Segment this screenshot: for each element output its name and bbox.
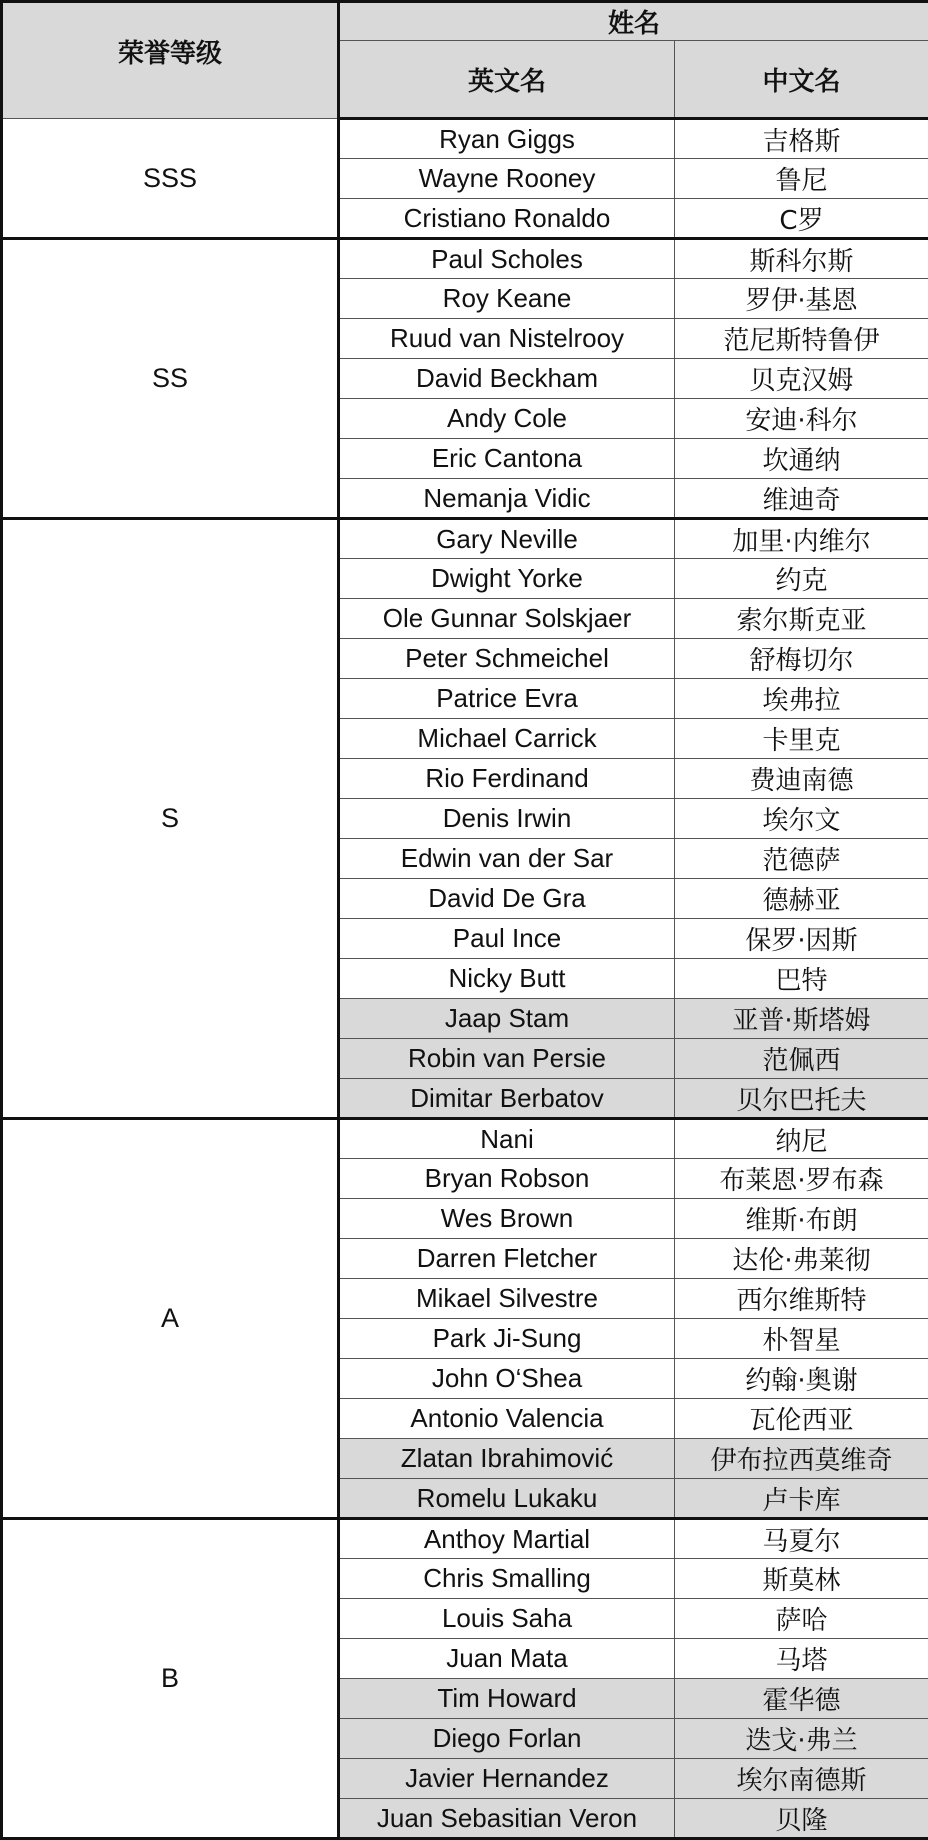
chinese-name-cell: 索尔斯克亚 (675, 599, 928, 639)
chinese-name-cell: 巴特 (675, 959, 928, 999)
chinese-name-cell: 约克 (675, 559, 928, 599)
chinese-name-cell: 亚普·斯塔姆 (675, 999, 928, 1039)
chinese-name-cell: 卡里克 (675, 719, 928, 759)
english-name-cell: Eric Cantona (339, 439, 675, 479)
english-name-cell: Diego Forlan (339, 1719, 675, 1759)
chinese-name-cell: 纳尼 (675, 1119, 928, 1159)
english-name-cell: David Beckham (339, 359, 675, 399)
chinese-name-cell: 费迪南德 (675, 759, 928, 799)
english-name-cell: Paul Scholes (339, 239, 675, 279)
english-name-cell: Romelu Lukaku (339, 1479, 675, 1519)
chinese-name-cell: 斯莫林 (675, 1559, 928, 1599)
english-name-cell: Bryan Robson (339, 1159, 675, 1199)
chinese-name-cell: 贝隆 (675, 1799, 928, 1839)
english-name-cell: Roy Keane (339, 279, 675, 319)
english-name-cell: Antonio Valencia (339, 1399, 675, 1439)
chinese-name-cell: 吉格斯 (675, 119, 928, 159)
chinese-name-cell: 范德萨 (675, 839, 928, 879)
chinese-name-cell: 维迪奇 (675, 479, 928, 519)
english-name-cell: Louis Saha (339, 1599, 675, 1639)
table-body (2, 119, 928, 1839)
chinese-name-cell: 萨哈 (675, 1599, 928, 1639)
chinese-name-cell: 迭戈·弗兰 (675, 1719, 928, 1759)
chinese-name-cell: 贝克汉姆 (675, 359, 928, 399)
chinese-name-cell: 约翰·奥谢 (675, 1359, 928, 1399)
chinese-name-cell: 埃尔文 (675, 799, 928, 839)
english-name-cell: Ruud van Nistelrooy (339, 319, 675, 359)
table-row (2, 1119, 928, 1159)
chinese-name-cell: 范尼斯特鲁伊 (675, 319, 928, 359)
english-name-column-header: 英文名 (339, 41, 675, 119)
tier-cell: B (2, 1519, 339, 1839)
chinese-name-cell: 布莱恩·罗布森 (675, 1159, 928, 1199)
name-group-header: 姓名 (339, 2, 928, 41)
chinese-name-cell: 伊布拉西莫维奇 (675, 1439, 928, 1479)
table-row (2, 119, 928, 159)
tier-cell: A (2, 1119, 339, 1519)
tier-cell: S (2, 519, 339, 1119)
tier-cell: SSS (2, 119, 339, 239)
table-row (2, 519, 928, 559)
chinese-name-column-header: 中文名 (675, 41, 928, 119)
english-name-cell: Nemanja Vidic (339, 479, 675, 519)
chinese-name-cell: 卢卡库 (675, 1479, 928, 1519)
english-name-cell: Robin van Persie (339, 1039, 675, 1079)
table-header (2, 2, 928, 119)
chinese-name-cell: 埃尔南德斯 (675, 1759, 928, 1799)
english-name-cell: Edwin van der Sar (339, 839, 675, 879)
english-name-cell: Tim Howard (339, 1679, 675, 1719)
chinese-name-cell: 贝尔巴托夫 (675, 1079, 928, 1119)
english-name-cell: Wayne Rooney (339, 159, 675, 199)
english-name-cell: Nicky Butt (339, 959, 675, 999)
chinese-name-cell: 维斯·布朗 (675, 1199, 928, 1239)
english-name-cell: Javier Hernandez (339, 1759, 675, 1799)
english-name-cell: Dimitar Berbatov (339, 1079, 675, 1119)
english-name-cell: Ole Gunnar Solskjaer (339, 599, 675, 639)
chinese-name-cell: 马夏尔 (675, 1519, 928, 1559)
chinese-name-cell: 安迪·科尔 (675, 399, 928, 439)
english-name-cell: Darren Fletcher (339, 1239, 675, 1279)
english-name-cell: Cristiano Ronaldo (339, 199, 675, 239)
header-row-top (2, 2, 928, 41)
chinese-name-cell: 德赫亚 (675, 879, 928, 919)
chinese-name-cell: 霍华德 (675, 1679, 928, 1719)
table-row (2, 1519, 928, 1559)
tier-column-header: 荣誉等级 (2, 2, 339, 119)
chinese-name-cell: 罗伊·基恩 (675, 279, 928, 319)
english-name-cell: Mikael Silvestre (339, 1279, 675, 1319)
english-name-cell: Paul Ince (339, 919, 675, 959)
english-name-cell: Park Ji-Sung (339, 1319, 675, 1359)
english-name-cell: Michael Carrick (339, 719, 675, 759)
english-name-cell: Denis Irwin (339, 799, 675, 839)
chinese-name-cell: 朴智星 (675, 1319, 928, 1359)
chinese-name-cell: 马塔 (675, 1639, 928, 1679)
english-name-cell: Jaap Stam (339, 999, 675, 1039)
chinese-name-cell: 加里·内维尔 (675, 519, 928, 559)
english-name-cell: Dwight Yorke (339, 559, 675, 599)
english-name-cell: Juan Sebasitian Veron (339, 1799, 675, 1839)
chinese-name-cell: 西尔维斯特 (675, 1279, 928, 1319)
chinese-name-cell: 鲁尼 (675, 159, 928, 199)
english-name-cell: Wes Brown (339, 1199, 675, 1239)
chinese-name-cell: 瓦伦西亚 (675, 1399, 928, 1439)
english-name-cell: John O‘Shea (339, 1359, 675, 1399)
tier-cell: SS (2, 239, 339, 519)
english-name-cell: Zlatan Ibrahimović (339, 1439, 675, 1479)
chinese-name-cell: C罗 (675, 199, 928, 239)
english-name-cell: Nani (339, 1119, 675, 1159)
english-name-cell: Rio Ferdinand (339, 759, 675, 799)
chinese-name-cell: 斯科尔斯 (675, 239, 928, 279)
english-name-cell: Anthoy Martial (339, 1519, 675, 1559)
chinese-name-cell: 达伦·弗莱彻 (675, 1239, 928, 1279)
english-name-cell: Peter Schmeichel (339, 639, 675, 679)
english-name-cell: Ryan Giggs (339, 119, 675, 159)
chinese-name-cell: 坎通纳 (675, 439, 928, 479)
chinese-name-cell: 范佩西 (675, 1039, 928, 1079)
chinese-name-cell: 埃弗拉 (675, 679, 928, 719)
english-name-cell: Patrice Evra (339, 679, 675, 719)
english-name-cell: David De Gra (339, 879, 675, 919)
chinese-name-cell: 舒梅切尔 (675, 639, 928, 679)
english-name-cell: Gary Neville (339, 519, 675, 559)
english-name-cell: Juan Mata (339, 1639, 675, 1679)
english-name-cell: Chris Smalling (339, 1559, 675, 1599)
table-row (2, 239, 928, 279)
english-name-cell: Andy Cole (339, 399, 675, 439)
chinese-name-cell: 保罗·因斯 (675, 919, 928, 959)
